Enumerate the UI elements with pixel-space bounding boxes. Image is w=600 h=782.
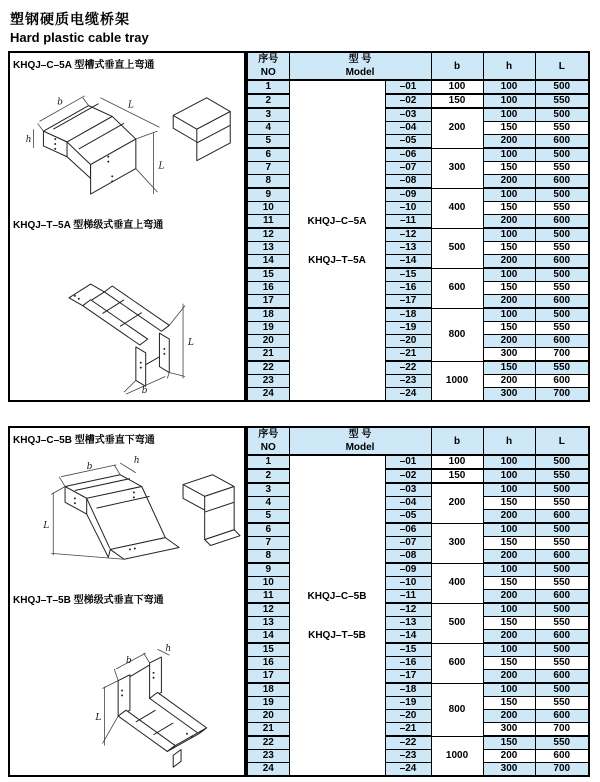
cover-piece [173,98,230,161]
no-cell: 1 [247,455,289,469]
b-cell: 300 [431,148,483,188]
model-suffix-cell: –24 [385,763,431,777]
h-cell: 150 [483,657,535,670]
model-suffix-cell: –10 [385,577,431,590]
drawing-panel-5b [8,426,246,777]
l-cell: 500 [535,268,589,282]
b-cell: 1000 [431,736,483,776]
h-cell: 100 [483,563,535,577]
no-cell: 21 [247,723,289,737]
table-row [247,80,589,94]
channel-down-bend-svg [10,446,244,588]
cover-piece [183,475,240,546]
no-cell: 22 [247,736,289,750]
b-cell: 500 [431,228,483,268]
no-cell: 23 [247,375,289,388]
model-suffix-cell: –23 [385,750,431,763]
dim-h-label: h [165,644,172,655]
no-cell: 16 [247,282,289,295]
model-suffix-cell: –22 [385,736,431,750]
l-cell: 500 [535,148,589,162]
model-suffix-cell: –11 [385,590,431,604]
model-name-cell [289,80,385,401]
no-cell: 1 [247,80,289,94]
b-cell: 300 [431,523,483,563]
header-b: b [431,52,483,80]
h-cell: 300 [483,348,535,362]
model-suffix-cell: –18 [385,308,431,322]
no-cell: 18 [247,683,289,697]
no-cell: 2 [247,469,289,483]
model-suffix-cell: –15 [385,268,431,282]
header-h: h [483,52,535,80]
ladder-up-bend-svg [10,231,244,400]
section-5a [8,51,592,402]
no-cell: 22 [247,361,289,375]
h-cell: 200 [483,750,535,763]
h-cell: 150 [483,577,535,590]
b-cell: 800 [431,683,483,736]
h-cell: 150 [483,537,535,550]
h-cell: 100 [483,308,535,322]
l-cell: 550 [535,361,589,375]
model-suffix-cell: –08 [385,550,431,564]
model-suffix-cell: –18 [385,683,431,697]
no-cell: 14 [247,630,289,644]
h-cell: 100 [483,603,535,617]
l-cell: 500 [535,643,589,657]
dim-l-label: L [187,337,194,348]
l-cell: 500 [535,455,589,469]
h-cell: 100 [483,268,535,282]
no-cell: 12 [247,228,289,242]
l-cell: 600 [535,550,589,564]
h-cell: 100 [483,188,535,202]
no-cell: 20 [247,710,289,723]
l-cell: 700 [535,388,589,402]
spec-table-5b [246,426,590,777]
b-cell: 200 [431,483,483,523]
l-cell: 500 [535,308,589,322]
model-suffix-cell: –13 [385,242,431,255]
b-cell: 400 [431,563,483,603]
no-cell: 24 [247,763,289,777]
page-title-block [10,9,592,45]
dim-l1-label: L [127,100,134,111]
h-cell: 300 [483,723,535,737]
header-l: L [535,52,589,80]
model-suffix-cell: –02 [385,94,431,108]
model-suffix-cell: –14 [385,630,431,644]
table-row [247,455,589,469]
no-cell: 19 [247,697,289,710]
channel-up-bend-svg [10,71,244,213]
model-suffix-cell: –01 [385,80,431,94]
model-suffix-cell: –14 [385,255,431,269]
l-cell: 550 [535,282,589,295]
l-cell: 700 [535,723,589,737]
h-cell: 100 [483,643,535,657]
dim-h-label: h [25,135,32,145]
model-suffix-cell: –07 [385,537,431,550]
model-suffix-cell: –21 [385,348,431,362]
b-cell: 150 [431,469,483,483]
l-cell: 700 [535,348,589,362]
h-cell: 200 [483,335,535,348]
h-cell: 200 [483,135,535,149]
no-cell: 19 [247,322,289,335]
h-cell: 150 [483,202,535,215]
caption-channel-5b: KHQJ–C–5B 型槽式垂直下弯通 [13,435,155,446]
h-cell: 200 [483,375,535,388]
no-cell: 13 [247,242,289,255]
model-suffix-cell: –10 [385,202,431,215]
h-cell: 200 [483,670,535,684]
h-cell: 100 [483,523,535,537]
no-cell: 16 [247,657,289,670]
header-model: 型 号 Model [289,52,431,80]
l-cell: 600 [535,510,589,524]
ladder-down-bend-svg [10,606,244,775]
h-cell: 100 [483,148,535,162]
h-cell: 150 [483,162,535,175]
model-suffix-cell: –05 [385,510,431,524]
header-h: h [483,427,535,455]
h-cell: 150 [483,361,535,375]
drawing-panel-5a [8,51,246,402]
h-cell: 150 [483,322,535,335]
ladder-down-bend-drawing [10,606,244,775]
header-no: 序号 NO [247,427,289,455]
dim-h-label: h [133,455,140,466]
model-suffix-cell: –09 [385,563,431,577]
l-cell: 600 [535,335,589,348]
dim-b-label: b [57,97,63,108]
model-suffix-cell: –05 [385,135,431,149]
no-cell: 15 [247,268,289,282]
l-cell: 600 [535,295,589,309]
no-cell: 12 [247,603,289,617]
header-b: b [431,427,483,455]
h-cell: 150 [483,282,535,295]
h-cell: 200 [483,710,535,723]
section-5b [8,426,592,777]
h-cell: 150 [483,497,535,510]
h-cell: 150 [483,617,535,630]
channel-up-bend-drawing [10,71,244,213]
h-cell: 200 [483,175,535,189]
no-cell: 14 [247,255,289,269]
caption-ladder-5b: KHQJ–T–5B 型梯级式垂直下弯通 [13,595,164,606]
b-cell: 1000 [431,361,483,401]
model-suffix-cell: –08 [385,175,431,189]
no-cell: 24 [247,388,289,402]
h-cell: 200 [483,510,535,524]
model-suffix-cell: –01 [385,455,431,469]
section-divider-gap [8,402,592,426]
model-suffix-cell: –19 [385,322,431,335]
dim-l2-label: L [158,161,165,172]
h-cell: 200 [483,255,535,269]
l-cell: 500 [535,483,589,497]
model-suffix-cell: –21 [385,723,431,737]
l-cell: 500 [535,228,589,242]
no-cell: 10 [247,202,289,215]
model-suffix-cell: –04 [385,497,431,510]
no-cell: 7 [247,537,289,550]
no-cell: 6 [247,148,289,162]
model-suffix-cell: –20 [385,335,431,348]
b-cell: 400 [431,188,483,228]
model-suffix-cell: –03 [385,483,431,497]
model-suffix-cell: –09 [385,188,431,202]
l-cell: 500 [535,108,589,122]
table-header-row [247,427,589,455]
model-suffix-cell: –16 [385,657,431,670]
no-cell: 21 [247,348,289,362]
model-name: KHQJ–C–5A [307,215,367,227]
no-cell: 5 [247,510,289,524]
no-cell: 3 [247,483,289,497]
b-cell: 200 [431,108,483,148]
l-cell: 600 [535,630,589,644]
l-cell: 600 [535,590,589,604]
h-cell: 200 [483,295,535,309]
no-cell: 11 [247,590,289,604]
h-cell: 100 [483,228,535,242]
spec-table-5a [246,51,590,402]
channel-down-bend-drawing [10,446,244,588]
l-cell: 500 [535,523,589,537]
header-l: L [535,427,589,455]
b-cell: 500 [431,603,483,643]
no-cell: 17 [247,295,289,309]
l-cell: 600 [535,375,589,388]
header-model: 型 号 Model [289,427,431,455]
b-cell: 600 [431,643,483,683]
l-cell: 550 [535,736,589,750]
model-suffix-cell: –13 [385,617,431,630]
h-cell: 100 [483,483,535,497]
model-suffix-cell: –06 [385,523,431,537]
dim-b-label: b [126,655,132,666]
no-cell: 4 [247,122,289,135]
h-cell: 200 [483,630,535,644]
model-suffix-cell: –04 [385,122,431,135]
no-cell: 4 [247,497,289,510]
dim-b-label: b [141,386,148,397]
l-cell: 550 [535,617,589,630]
dim-l-label: L [95,712,102,723]
l-cell: 550 [535,202,589,215]
dim-l-label: L [43,520,50,531]
l-cell: 500 [535,683,589,697]
model-suffix-cell: –12 [385,603,431,617]
no-cell: 20 [247,335,289,348]
b-cell: 100 [431,80,483,94]
b-cell: 600 [431,268,483,308]
l-cell: 550 [535,497,589,510]
h-cell: 200 [483,550,535,564]
l-cell: 550 [535,577,589,590]
l-cell: 600 [535,175,589,189]
h-cell: 150 [483,697,535,710]
table-header-row [247,52,589,80]
h-cell: 150 [483,736,535,750]
no-cell: 9 [247,188,289,202]
model-suffix-cell: –23 [385,375,431,388]
h-cell: 100 [483,683,535,697]
header-no: 序号 NO [247,52,289,80]
page-title-zh: 塑钢硬质电缆桥架 [10,11,130,27]
caption-ladder-5a: KHQJ–T–5A 型梯级式垂直上弯通 [13,220,164,231]
no-cell: 8 [247,550,289,564]
model-suffix-cell: –06 [385,148,431,162]
h-cell: 200 [483,215,535,229]
no-cell: 10 [247,577,289,590]
no-cell: 6 [247,523,289,537]
l-cell: 600 [535,670,589,684]
l-cell: 550 [535,94,589,108]
l-cell: 550 [535,322,589,335]
model-suffix-cell: –20 [385,710,431,723]
l-cell: 550 [535,162,589,175]
l-cell: 500 [535,80,589,94]
l-cell: 550 [535,242,589,255]
l-cell: 600 [535,710,589,723]
l-cell: 550 [535,122,589,135]
h-cell: 300 [483,388,535,402]
model-suffix-cell: –07 [385,162,431,175]
model-suffix-cell: –16 [385,282,431,295]
no-cell: 3 [247,108,289,122]
no-cell: 18 [247,308,289,322]
h-cell: 300 [483,763,535,777]
l-cell: 550 [535,657,589,670]
caption-channel-5a: KHQJ–C–5A 型槽式垂直上弯通 [13,60,155,71]
l-cell: 700 [535,763,589,777]
no-cell: 8 [247,175,289,189]
h-cell: 100 [483,108,535,122]
page-title-en: Hard plastic cable tray [10,30,149,45]
h-cell: 100 [483,455,535,469]
no-cell: 13 [247,617,289,630]
no-cell: 23 [247,750,289,763]
h-cell: 150 [483,242,535,255]
no-cell: 9 [247,563,289,577]
h-cell: 100 [483,469,535,483]
h-cell: 100 [483,80,535,94]
l-cell: 550 [535,469,589,483]
no-cell: 2 [247,94,289,108]
b-cell: 800 [431,308,483,361]
model-suffix-cell: –17 [385,670,431,684]
l-cell: 600 [535,255,589,269]
no-cell: 7 [247,162,289,175]
h-cell: 200 [483,590,535,604]
model-suffix-cell: –15 [385,643,431,657]
l-cell: 600 [535,135,589,149]
model-name: KHQJ–T–5B [308,629,366,641]
no-cell: 17 [247,670,289,684]
l-cell: 550 [535,537,589,550]
no-cell: 15 [247,643,289,657]
model-suffix-cell: –22 [385,361,431,375]
l-cell: 500 [535,563,589,577]
l-cell: 500 [535,188,589,202]
l-cell: 550 [535,697,589,710]
l-cell: 500 [535,603,589,617]
model-name: KHQJ–T–5A [308,254,366,266]
b-cell: 150 [431,94,483,108]
dim-b-label: b [86,461,93,472]
ladder-up-bend-drawing [10,231,244,400]
model-name: KHQJ–C–5B [307,590,367,602]
no-cell: 5 [247,135,289,149]
model-suffix-cell: –17 [385,295,431,309]
model-name-cell [289,455,385,776]
b-cell: 100 [431,455,483,469]
l-cell: 600 [535,215,589,229]
model-suffix-cell: –19 [385,697,431,710]
model-suffix-cell: –11 [385,215,431,229]
h-cell: 150 [483,122,535,135]
model-suffix-cell: –02 [385,469,431,483]
l-cell: 600 [535,750,589,763]
model-suffix-cell: –03 [385,108,431,122]
no-cell: 11 [247,215,289,229]
model-suffix-cell: –12 [385,228,431,242]
h-cell: 100 [483,94,535,108]
model-suffix-cell: –24 [385,388,431,402]
